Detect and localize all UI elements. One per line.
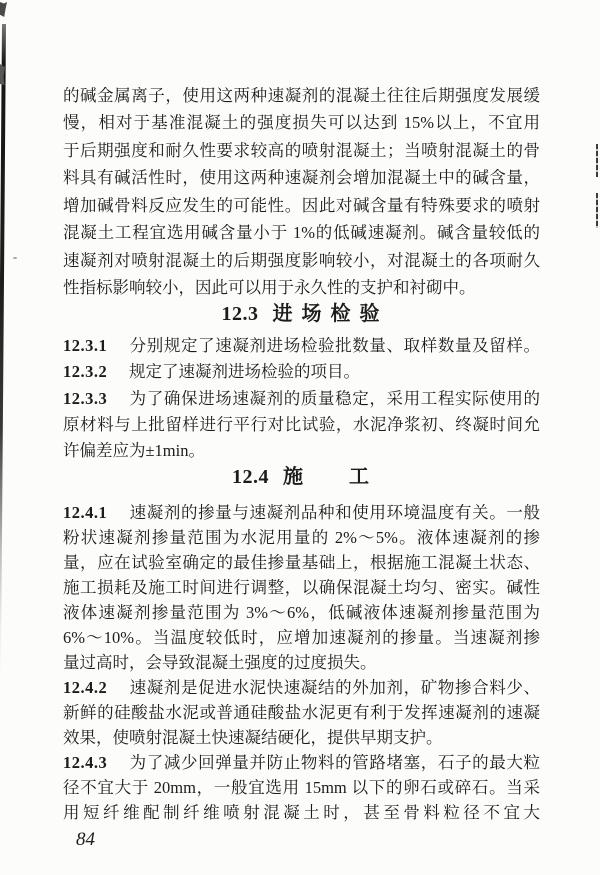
text-line: 增加碱骨料反应发生的可能性。因此对碱含量有特殊要求的喷射 — [63, 195, 540, 215]
text-line: 用短纤维配制纤维喷射混凝土时，甚至骨料粒径不宜大 — [63, 803, 540, 822]
clause-number: 12.3.3 — [63, 388, 108, 408]
text-line: 6%～10%。当温度较低时，应增加速凝剂的掺量。当速凝剂掺 — [63, 628, 540, 647]
section-title: 进 场 检 验 — [272, 303, 382, 325]
section-12-3-body — [63, 333, 540, 464]
numbered-clause-line: 12.4.1 速凝剂的掺量与速凝剂品种和使用环境温度有关。一般 — [63, 500, 540, 525]
clause-number: 12.4.3 — [63, 753, 108, 772]
text-line: 效果，使喷射混凝土快速凝结硬化，提供早期支护。 — [63, 728, 443, 747]
text-line: 施工损耗及施工时间进行调整，以确保混凝土均匀、密实。碱性 — [63, 578, 540, 597]
section-number: 12.3 — [221, 303, 259, 325]
section-12-4-body — [63, 500, 540, 825]
page-number: 84 — [76, 829, 95, 850]
clause-number: 12.4.2 — [63, 678, 108, 697]
text-line: 性指标影响较小，因此可以用于永久性的支护和衬砌中。 — [63, 278, 476, 298]
text-line: 粉状速凝剂掺量范围为水泥用量的 2%～5%。液体速凝剂的掺 — [63, 528, 540, 547]
numbered-clause-line: 12.4.2 速凝剂是促进水泥快速凝结的外加剂，矿物掺合料少、 — [63, 675, 540, 700]
clause-number: 12.3.1 — [63, 336, 108, 355]
text-line: 原材料与上批留样进行平行对比试验，水泥净浆初、终凝时间允 — [63, 414, 540, 434]
text-line: 于后期强度和耐久性要求较高的喷射混凝土；当喷射混凝土的骨 — [63, 140, 540, 160]
text-line: 量过高时，会导致混凝土强度的过度损失。 — [63, 653, 377, 672]
paragraph-continuation — [63, 82, 540, 302]
text-line: 混凝土工程宜选用碱含量小于 1%的低碱速凝剂。碱含量较低的 — [63, 223, 540, 243]
scan-edge-artifact-right — [596, 193, 598, 228]
section-heading-12-3 — [63, 299, 540, 329]
scan-speck — [0, 2, 7, 17]
text-line: 速凝剂对喷射混凝土的后期强度影响较小，对混凝土的各项耐久 — [63, 250, 540, 270]
clause-number: 12.4.1 — [63, 503, 108, 522]
section-heading-12-4 — [63, 462, 540, 492]
numbered-clause-line: 12.3.1 分别规定了速凝剂进场检验批数量、取样数量及留样。 — [63, 333, 540, 359]
scan-edge-artifact-left — [0, 24, 6, 679]
numbered-clause-line: 12.3.2 规定了速凝剂进场检验的项目。 — [63, 359, 540, 385]
text-line: 量，应在试验室确定的最佳掺量基础上，根据施工混凝土状态、 — [63, 553, 540, 572]
text-line: 料具有碱活性时，使用这两种速凝剂会增加混凝土中的碱含量， — [63, 168, 540, 188]
text-line: 的碱金属离子，使用这两种速凝剂的混凝土往往后期强度发展缓 — [63, 86, 540, 105]
numbered-clause-line: 12.4.3 为了减少回弹量并防止物料的管路堵塞，石子的最大粒 — [63, 750, 540, 775]
text-line: 液体速凝剂掺量范围为 3%～6%，低碱液体速凝剂掺量范围为 — [63, 603, 540, 622]
text-line: 新鲜的硅酸盐水泥或普通硅酸盐水泥更有利于发挥速凝剂的速凝 — [63, 703, 540, 722]
scan-speck — [13, 257, 17, 259]
section-title: 施 工 — [283, 466, 371, 488]
section-number: 12.4 — [232, 466, 269, 488]
text-line: 许偏差应为±1min。 — [63, 441, 205, 461]
numbered-clause-line: 12.3.3 为了确保进场速凝剂的质量稳定，采用工程实际使用的 — [63, 386, 540, 412]
clause-number: 12.3.2 — [63, 362, 108, 382]
text-line: 慢，相对于基准混凝土的强度损失可以达到 15%以上，不宜用 — [63, 113, 540, 133]
text-line: 径不宜大于 20mm，一般宜选用 15mm 以下的卵石或碎石。当采 — [63, 778, 540, 797]
scan-edge-artifact-right — [596, 144, 598, 177]
